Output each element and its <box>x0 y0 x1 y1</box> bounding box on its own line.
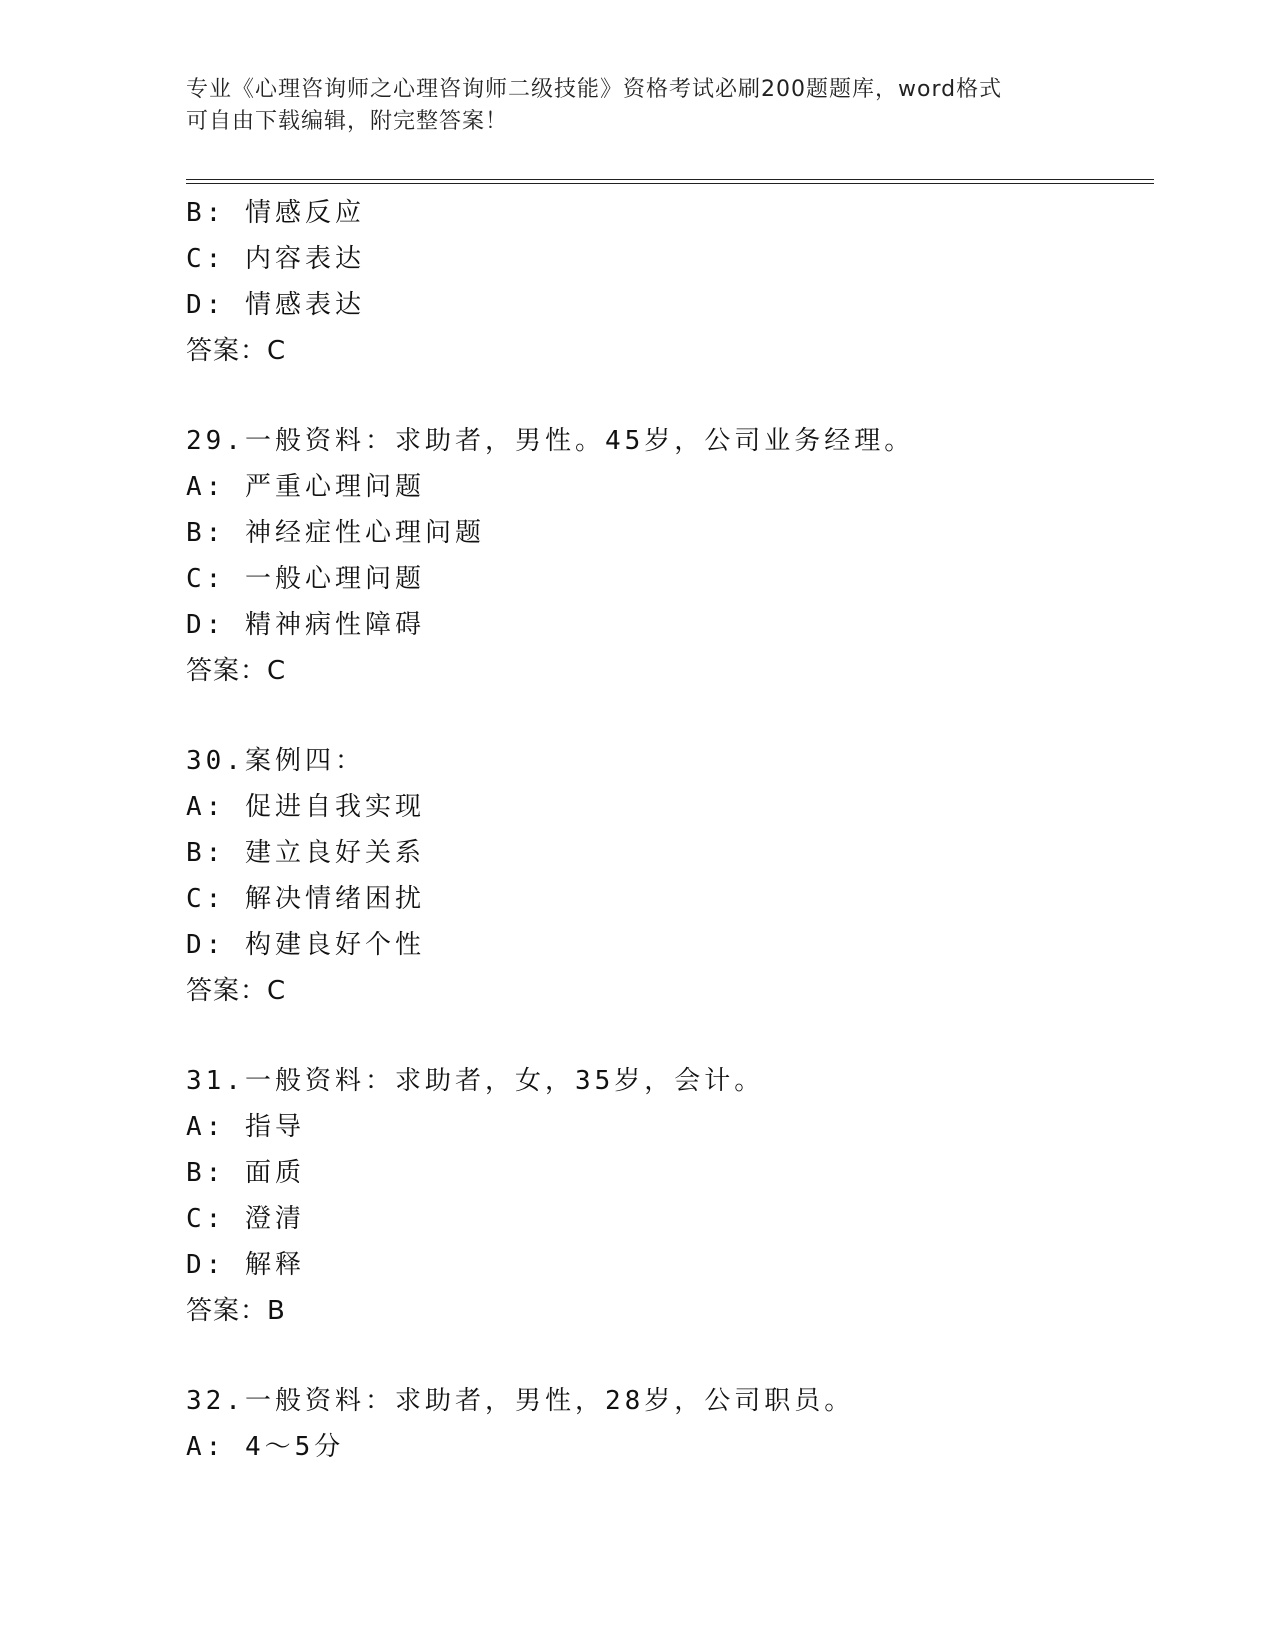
answer-label: 答案：C <box>186 336 287 366</box>
option-b: B: 神经症性心理问题 <box>186 518 485 548</box>
document-header <box>186 74 1086 138</box>
question-gap <box>186 1014 1154 1058</box>
previous-question-block <box>186 190 1154 374</box>
option-a: A: 促进自我实现 <box>186 792 425 822</box>
option-a: A: 指导 <box>186 1112 305 1142</box>
option-c: C: 澄清 <box>186 1204 305 1234</box>
option-d: D: 解释 <box>186 1250 305 1280</box>
question-title: 30.案例四： <box>186 746 365 776</box>
option-c: C: 解决情绪困扰 <box>186 884 425 914</box>
option-c: C: 一般心理问题 <box>186 564 425 594</box>
header-rule-top <box>186 179 1154 180</box>
question-title: 31.一般资料：求助者，女，35岁，会计。 <box>186 1066 765 1096</box>
option-d: D: 情感表达 <box>186 290 365 320</box>
answer-label: 答案：C <box>186 976 287 1006</box>
question-31 <box>186 1058 1154 1334</box>
option-c: C: 内容表达 <box>186 244 365 274</box>
option-b: B: 建立良好关系 <box>186 838 425 868</box>
question-gap <box>186 694 1154 738</box>
question-30 <box>186 738 1154 1014</box>
header-rule-bottom <box>186 183 1154 184</box>
header-line-2: 可自由下载编辑，附完整答案！ <box>186 109 509 134</box>
question-gap <box>186 374 1154 418</box>
question-gap <box>186 1334 1154 1378</box>
question-list <box>186 190 1154 1470</box>
option-d: D: 精神病性障碍 <box>186 610 425 640</box>
option-a: A: 4～5分 <box>186 1432 345 1462</box>
question-title: 32.一般资料：求助者，男性，28岁，公司职员。 <box>186 1386 855 1416</box>
option-b: B: 面质 <box>186 1158 305 1188</box>
answer-label: 答案：B <box>186 1296 286 1326</box>
option-a: A: 严重心理问题 <box>186 472 425 502</box>
header-line-1: 专业《心理咨询师之心理咨询师二级技能》资格考试必刷200题题库，word格式 <box>186 77 1003 102</box>
question-32 <box>186 1378 1154 1470</box>
answer-label: 答案：C <box>186 656 287 686</box>
option-d: D: 构建良好个性 <box>186 930 425 960</box>
question-title: 29.一般资料：求助者，男性。45岁，公司业务经理。 <box>186 426 915 456</box>
option-b: B: 情感反应 <box>186 198 365 228</box>
question-29 <box>186 418 1154 694</box>
